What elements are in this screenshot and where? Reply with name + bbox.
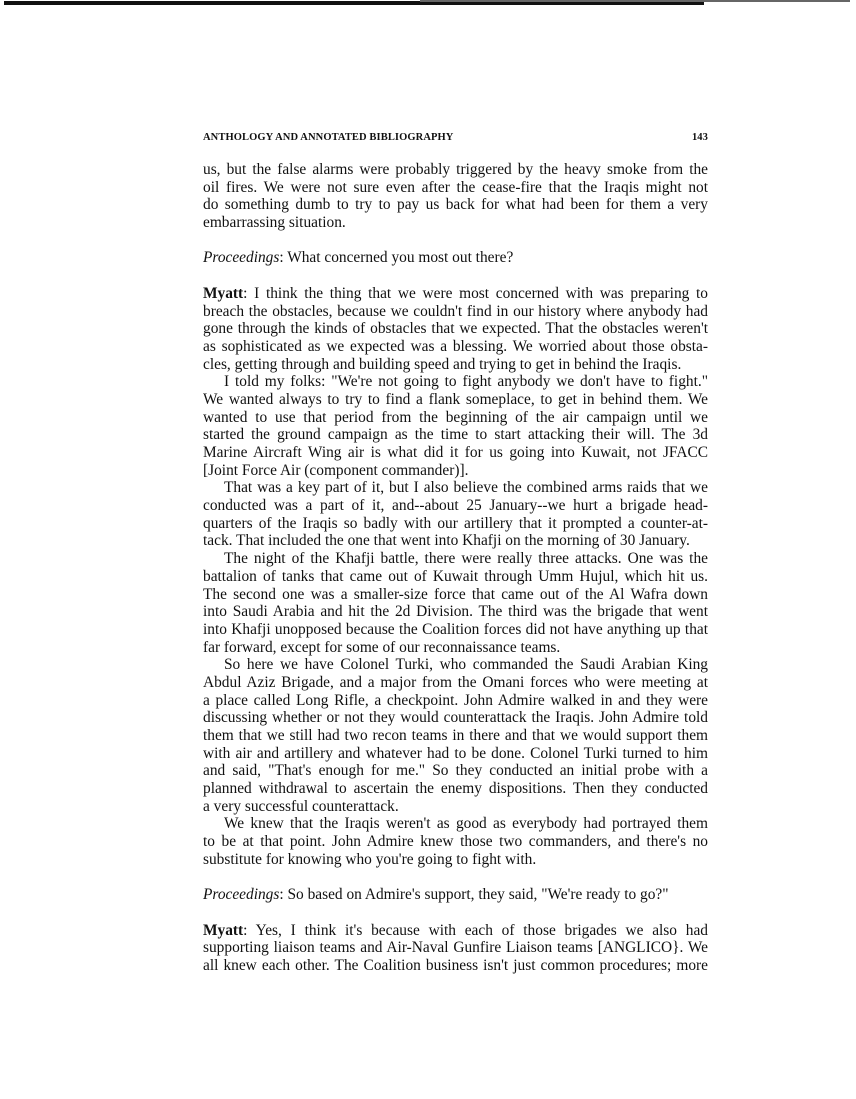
speaker-paragraph [203, 886, 708, 904]
speaker-paragraph [203, 922, 708, 975]
text-line [203, 780, 708, 798]
speaker-paragraph [203, 249, 708, 267]
text-line [203, 674, 708, 692]
text-line [203, 550, 708, 568]
text-line [203, 886, 708, 904]
line-text: supporting liaison teams and Air-Naval Gunfire Liaison teams [ANGLICO}. We [203, 939, 708, 957]
line-text: breach the obstacles, because we couldn't find in our history where anybody had [203, 302, 708, 320]
paragraph-gap [203, 869, 708, 887]
line-text: : What concerned you most out there? [279, 249, 514, 267]
line-text: far forward, except for some of our reconnaissance teams. [203, 638, 561, 656]
line-text: Marine Aircraft Wing air is what did it for us going into Kuwait, not JFACC [203, 444, 708, 461]
line-text: with air and artillery and whatever had to be done. Colonel Turki turned to him [203, 744, 708, 762]
line-text: wanted to use that period from the beginning of the air campaign until we [203, 408, 708, 426]
running-header-title: ANTHOLOGY AND ANNOTATED BIBLIOGRAPHY [203, 132, 454, 143]
line-text: do something dumb to try to pay us back for what had been for them a very [203, 196, 708, 214]
text-line [203, 320, 708, 338]
text-line [203, 727, 708, 745]
paragraph-gap [203, 267, 708, 285]
text-line [203, 426, 708, 444]
text-line [203, 373, 708, 391]
line-text: conducted was a part of it, and--about 25 January--we hurt a brigade head- [203, 497, 708, 515]
line-text: a place called Long Rifle, a checkpoint. John Admire walked in and they were [203, 691, 708, 709]
line-text: We wanted always to try to find a flank someplace, to get in behind them. We [203, 390, 708, 408]
line-text: [Joint Force Air (component commander)]. [203, 461, 469, 479]
text-line [203, 462, 708, 480]
line-text: planned withdrawal to ascertain the enemy dispositions. Then they conducted [203, 780, 708, 798]
paragraph [203, 656, 708, 815]
text-line [203, 639, 708, 657]
line-text: : I think the thing that we were most concerned with was preparing to [243, 284, 708, 302]
text-line [203, 303, 708, 321]
line-text: Abdul Aziz Brigade, and a major from the Omani forces who were meeting at [203, 673, 708, 691]
speaker-label: Proceedings [203, 886, 280, 904]
line-text: and said, "That's enough for me." So they conducted an initial probe with a [203, 762, 708, 780]
line-text: as sophisticated as we expected was a blessing. We worried about those obsta- [203, 337, 708, 355]
paragraph [203, 373, 708, 479]
body-text [203, 161, 708, 975]
line-text: So here we have Colonel Turki, who commanded the Saudi Arabian King [224, 656, 708, 674]
line-text: : So based on Admire's support, they said, "We're ready to go?" [279, 886, 669, 904]
line-text: The night of the Khafji battle, there were really three attacks. One was the [224, 550, 708, 568]
text-line [203, 338, 708, 356]
text-line [203, 479, 708, 497]
text-line [203, 179, 708, 197]
text-line [203, 285, 708, 303]
line-text: substitute for knowing who you're going to fight with. [203, 850, 537, 868]
text-line [203, 409, 708, 427]
text-line [203, 391, 708, 409]
paragraph [203, 479, 708, 550]
line-text: discussing whether or not they would counterattack the Iraqis. John Admire told [203, 709, 708, 727]
line-text: all knew each other. The Coalition business isn't just common procedures; more [203, 956, 708, 974]
text-line [203, 356, 708, 374]
text-line [203, 692, 708, 710]
paragraph [203, 815, 708, 868]
scan-edge-line-faint [420, 0, 850, 2]
line-text: I told my folks: "We're not going to fight anybody we don't have to fight." [224, 373, 708, 391]
paragraph-gap [203, 904, 708, 922]
text-line [203, 603, 708, 621]
paragraph [203, 161, 708, 232]
line-text: a very successful counterattack. [203, 797, 399, 815]
line-text: battalion of tanks that came out of Kuwait through Umm Hujul, which hit us. [203, 567, 708, 585]
paragraph-gap [203, 232, 708, 250]
page-number: 143 [691, 132, 708, 143]
line-text: embarrassing situation. [203, 214, 346, 232]
text-line [203, 621, 708, 639]
line-text: to be at that point. John Admire knew those two commanders, and there's no [203, 833, 708, 851]
text-line [203, 586, 708, 604]
line-text: quarters of the Iraqis so badly with our artillery that it prompted a counter-at- [203, 514, 708, 532]
text-line [203, 515, 708, 533]
text-line [203, 656, 708, 674]
text-line [203, 532, 708, 550]
line-text: started the ground campaign as the time to start attacking their will. The 3d [203, 426, 708, 444]
line-text: The second one was a smaller-size force that came out of the Al Wafra down [203, 585, 708, 603]
text-line [203, 762, 708, 780]
line-text: gone through the kinds of obstacles that we expected. That the obstacles weren't [203, 320, 708, 338]
text-line [203, 815, 708, 833]
text-line [203, 497, 708, 515]
running-header [203, 132, 708, 146]
speaker-paragraph [203, 285, 708, 373]
text-line [203, 922, 708, 940]
text-line [203, 444, 708, 462]
line-text: : Yes, I think it's because with each of those brigades we also had [243, 921, 708, 939]
line-text: us, but the false alarms were probably triggered by the heavy smoke from the [203, 161, 708, 178]
line-text: That was a key part of it, but I also believe the combined arms raids that we [224, 479, 708, 497]
text-line [203, 939, 708, 957]
text-line [203, 196, 708, 214]
speaker-label: Proceedings [203, 249, 280, 267]
line-text: We knew that the Iraqis weren't as good as everybody had portrayed them [224, 815, 708, 833]
text-line [203, 568, 708, 586]
line-text: into Saudi Arabia and hit the 2d Division. The third was the brigade that went [203, 603, 708, 621]
line-text: into Khafji unopposed because the Coalition forces did not have anything up that [203, 620, 708, 638]
line-text: them that we still had two recon teams in there and that we would support them [203, 727, 708, 744]
text-line [203, 745, 708, 763]
speaker-label: Myatt [203, 921, 244, 939]
text-line [203, 851, 708, 869]
paragraph [203, 550, 708, 656]
text-line [203, 709, 708, 727]
speaker-label: Myatt [203, 284, 244, 302]
text-line [203, 249, 708, 267]
text-line [203, 833, 708, 851]
text-line [203, 957, 708, 975]
text-line [203, 798, 708, 816]
line-text: cles, getting through and building speed and trying to get in behind the Iraqis. [203, 355, 682, 373]
text-line [203, 214, 708, 232]
text-line [203, 161, 708, 179]
line-text: tack. That included the one that went into Khafji on the morning of 30 January. [203, 532, 690, 550]
line-text: oil fires. We were not sure even after the cease-fire that the Iraqis might not [203, 178, 708, 196]
